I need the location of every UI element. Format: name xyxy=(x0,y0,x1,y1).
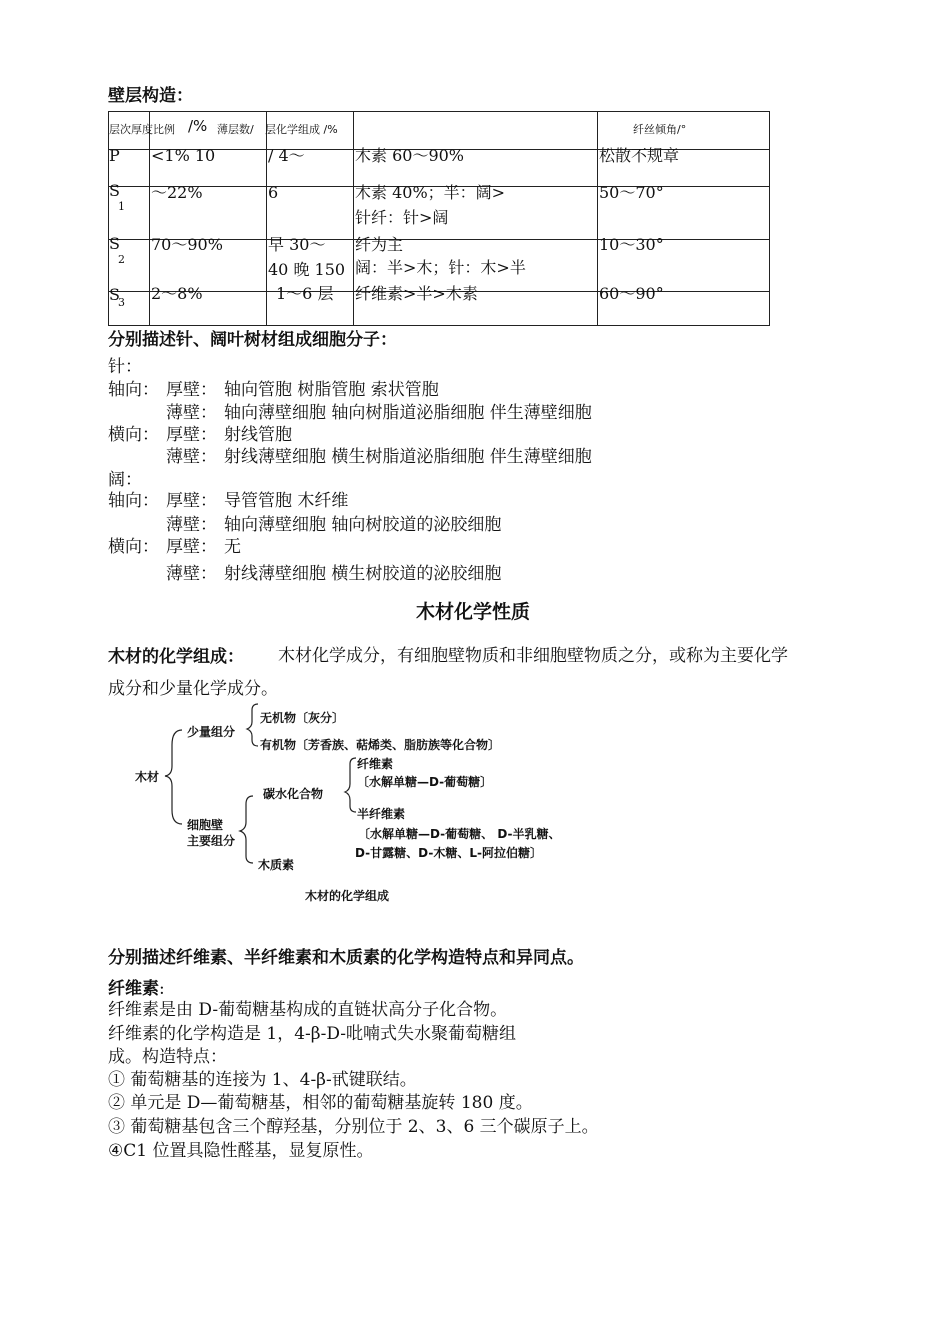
diagram-caption: 木材的化学组成 xyxy=(305,889,390,903)
row-s1-layer: S xyxy=(109,181,120,200)
chem-comp-text-line1: 木材化学成分，有细胞壁物质和非细胞壁物质之分，或称为主要化学 xyxy=(278,646,788,666)
cellulose-line-2: 纤维素的化学构造是 1，4-β-D-吡喃式失水聚葡萄糖组 xyxy=(108,1024,517,1044)
header-thickness: 层次厚度比例 xyxy=(109,123,175,136)
row-s1-sub: 1 xyxy=(118,200,125,213)
cellulose-line-1: 纤维素是由 D-葡萄糖基构成的直链状高分子化合物。 xyxy=(108,1000,508,1020)
conifer-axial-thin-label: 薄壁： xyxy=(166,403,217,423)
row-s2-layer: S xyxy=(109,234,120,253)
row-s2-ratio: 70～90% xyxy=(151,235,223,254)
diagram-root: 木材 xyxy=(135,770,160,784)
chem-comp-label: 木材的化学组成： xyxy=(108,647,244,667)
wall-layer-title: 壁层构造： xyxy=(108,86,193,106)
row-s3-angle: 60～90° xyxy=(599,284,664,303)
conifer-label: 针： xyxy=(108,357,142,377)
row-s2-count2: 40 晚 150 xyxy=(268,260,346,279)
broadleaf-axial-thin: 轴向薄壁细胞 轴向树胶道的泌胶细胞 xyxy=(224,515,502,535)
row-p-count: / 4～ xyxy=(268,146,305,165)
diagram-hemi-note1: 〔水解单糖—D-葡萄糖、 D-半乳糖、 xyxy=(358,827,561,841)
row-s1-angle: 50～70° xyxy=(599,183,664,202)
diagram-major-line1: 细胞壁 xyxy=(187,818,224,832)
broadleaf-axial-thick: 导管管胞 木纤维 xyxy=(224,491,349,511)
diagram-lignin: 木质素 xyxy=(258,858,295,872)
conifer-radial-thick: 射线管胞 xyxy=(224,425,292,445)
section-title: 木材化学性质 xyxy=(416,601,531,623)
broadleaf-radial-thin-label: 薄壁： xyxy=(166,564,217,584)
cells-title: 分别描述针、阔叶树材组成细胞分子： xyxy=(108,330,397,350)
conifer-radial-thick-label: 厚壁： xyxy=(166,425,217,445)
wood-composition-diagram xyxy=(120,700,600,910)
broadleaf-radial-thick-label: 厚壁： xyxy=(166,537,217,557)
conifer-axial-thick: 轴向管胞 树脂管胞 索状管胞 xyxy=(224,380,439,400)
row-s2-chem2: 阔：半>木；针：木>半 xyxy=(355,258,526,277)
row-s2-sub: 2 xyxy=(118,253,125,266)
header-chem: 层化学组成 /% xyxy=(265,123,338,136)
row-s3-ratio: 2～8% xyxy=(151,284,203,303)
row-s2-chem1: 纤为主 xyxy=(355,235,404,254)
cellulose-line-7: ④C1 位置具隐性醛基，显复原性。 xyxy=(108,1141,374,1161)
broadleaf-axial-label: 轴向： xyxy=(108,491,159,511)
diagram-organic: 有机物〔芳香族、萜烯类、脂肪族等化合物〕 xyxy=(260,738,501,752)
major-brace xyxy=(240,796,253,863)
wall-layer-table xyxy=(108,111,770,326)
row-p-layer: P xyxy=(109,146,120,165)
broadleaf-radial-label: 横向： xyxy=(108,537,159,557)
diagram-hemi: 半纤维素 xyxy=(357,807,406,821)
cellulose-line-6: ③ 葡萄糖基包含三个醇羟基，分别位于 2、3、6 三个碳原子上。 xyxy=(108,1117,599,1137)
diagram-major-line2: 主要组分 xyxy=(187,834,236,848)
row-s2-angle: 10～30° xyxy=(599,235,664,254)
broadleaf-radial-thin: 射线薄壁细胞 横生树胶道的泌胶细胞 xyxy=(224,564,502,584)
diagram-cellulose: 纤维素 xyxy=(357,757,394,771)
diagram-cellulose-note: 〔水解单糖—D-葡萄糖〕 xyxy=(357,775,493,789)
chem-comp-text-line2: 成分和少量化学成分。 xyxy=(108,679,278,699)
diagram-inorganic: 无机物〔灰分〕 xyxy=(260,711,345,725)
question-heading: 分别描述纤维素、半纤维素和木质素的化学构造特点和异同点。 xyxy=(108,948,584,968)
cellulose-title-colon: : xyxy=(159,979,165,999)
broadleaf-axial-thin-label: 薄壁： xyxy=(166,515,217,535)
conifer-radial-thin-label: 薄壁： xyxy=(166,447,217,467)
carbo-brace xyxy=(345,758,356,812)
minor-brace xyxy=(247,704,258,746)
conifer-axial-label: 轴向： xyxy=(108,380,159,400)
conifer-radial-thin: 射线薄壁细胞 横生树脂道泌脂细胞 伴生薄壁细胞 xyxy=(224,447,592,467)
row-p-angle: 松散不规章 xyxy=(599,146,680,165)
broadleaf-radial-thick: 无 xyxy=(224,537,241,557)
row-s2-count: 早 30～ xyxy=(268,235,326,254)
diagram-carbo: 碳水化合物 xyxy=(263,787,324,801)
row-s3-count: 1～6 层 xyxy=(276,284,334,303)
header-percent: /% xyxy=(188,117,208,135)
row-s1-ratio: ～22% xyxy=(151,183,203,202)
conifer-radial-label: 横向： xyxy=(108,425,159,445)
row-s1-chem2: 针纤：针>阔 xyxy=(355,208,449,227)
diagram-minor: 少量组分 xyxy=(187,725,236,739)
cellulose-line-3: 成。构造特点： xyxy=(108,1047,227,1067)
row-p-chem: 木素 60～90% xyxy=(355,146,465,165)
header-angle: 纤丝倾角/° xyxy=(633,123,687,136)
row-s3-layer: S xyxy=(109,285,120,304)
row-s1-count: 6 xyxy=(268,183,279,202)
conifer-axial-thick-label: 厚壁： xyxy=(166,380,217,400)
row-p-ratio: <1% 10 xyxy=(151,146,216,165)
header-layer-count: 薄层数/ xyxy=(217,123,254,136)
cellulose-line-5: ② 单元是 D—葡萄糖基，相邻的葡萄糖基旋转 180 度。 xyxy=(108,1093,533,1113)
row-s1-chem1: 木素 40%；半：阔> xyxy=(355,183,506,202)
row-s3-sub: 3 xyxy=(118,296,125,309)
cellulose-line-4: ① 葡萄糖基的连接为 1、4-β-甙键联结。 xyxy=(108,1070,417,1090)
row-s3-chem: 纤维素>半>木素 xyxy=(355,284,478,303)
broadleaf-label: 阔： xyxy=(108,470,142,490)
cellulose-title: 纤维素 xyxy=(108,979,159,999)
diagram-hemi-note2: D-甘露糖、D-木糖、L-阿拉伯糖〕 xyxy=(355,846,542,860)
root-brace xyxy=(165,730,182,824)
conifer-axial-thin: 轴向薄壁细胞 轴向树脂道泌脂细胞 伴生薄壁细胞 xyxy=(224,403,592,423)
broadleaf-axial-thick-label: 厚壁： xyxy=(166,491,217,511)
